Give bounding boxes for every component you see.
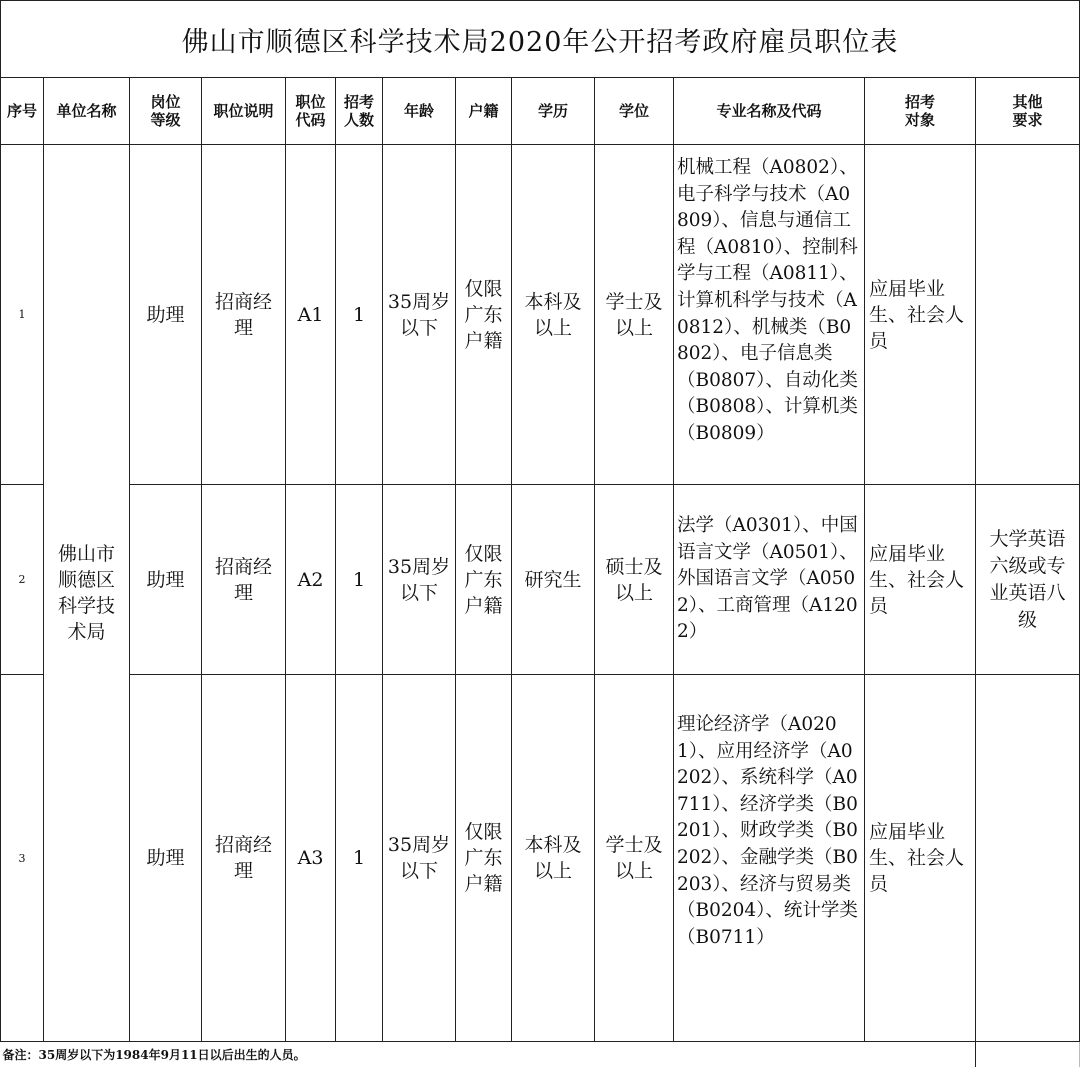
cell-code: A3 bbox=[286, 675, 336, 1042]
cell-age: 35周岁以下 bbox=[383, 145, 456, 485]
cell-grade: 助理 bbox=[130, 145, 202, 485]
cell-grade: 助理 bbox=[130, 485, 202, 675]
cell-unit-name: 佛山市顺德区科学技术局 bbox=[44, 145, 130, 1042]
table-row bbox=[1, 485, 1080, 675]
cell-age: 35周岁以下 bbox=[383, 675, 456, 1042]
header-hukou: 户籍 bbox=[456, 78, 512, 145]
cell-desc: 招商经理 bbox=[202, 145, 286, 485]
header-unit: 单位名称 bbox=[44, 78, 130, 145]
footnote-blank-cell bbox=[976, 1042, 1080, 1068]
header-row bbox=[1, 78, 1080, 145]
cell-degree: 学士及以上 bbox=[595, 145, 674, 485]
header-desc: 职位说明 bbox=[202, 78, 286, 145]
cell-count: 1 bbox=[336, 485, 383, 675]
cell-seq: 2 bbox=[1, 485, 44, 675]
cell-target: 应届毕业生、社会人员 bbox=[865, 145, 976, 485]
header-education: 学历 bbox=[512, 78, 595, 145]
table-title: 佛山市顺德区科学技术局2020年公开招考政府雇员职位表 bbox=[1, 1, 1080, 78]
cell-other: 大学英语六级或专业英语八级 bbox=[976, 485, 1080, 675]
cell-hukou: 仅限广东户籍 bbox=[456, 485, 512, 675]
cell-major: 法学（A0301）、中国语言文学（A0501）、外国语言文学（A0502）、工商管理（A1202） bbox=[674, 485, 865, 675]
header-grade: 岗位 等级 bbox=[130, 78, 202, 145]
cell-major: 理论经济学（A0201）、应用经济学（A0202）、系统科学（A0711）、经济学类（B0201）、财政学类（B0202）、金融学类（B0203）、经济与贸易类（B0204）、统计学类（B0711） bbox=[674, 675, 865, 1042]
cell-degree: 学士及以上 bbox=[595, 675, 674, 1042]
footnote: 备注：35周岁以下为1984年9月11日以后出生的人员。 bbox=[1, 1042, 976, 1068]
cell-count: 1 bbox=[336, 145, 383, 485]
header-age: 年龄 bbox=[383, 78, 456, 145]
cell-hukou: 仅限广东户籍 bbox=[456, 675, 512, 1042]
table-row bbox=[1, 675, 1080, 1042]
cell-desc: 招商经理 bbox=[202, 675, 286, 1042]
cell-age: 35周岁以下 bbox=[383, 485, 456, 675]
cell-grade: 助理 bbox=[130, 675, 202, 1042]
cell-education: 研究生 bbox=[512, 485, 595, 675]
cell-seq: 3 bbox=[1, 675, 44, 1042]
header-count: 招考 人数 bbox=[336, 78, 383, 145]
header-major: 专业名称及代码 bbox=[674, 78, 865, 145]
cell-target: 应届毕业生、社会人员 bbox=[865, 485, 976, 675]
cell-target: 应届毕业生、社会人员 bbox=[865, 675, 976, 1042]
table-row bbox=[1, 145, 1080, 485]
cell-major: 机械工程（A0802）、电子科学与技术（A0809）、信息与通信工程（A0810）、控制科学与工程（A0811）、计算机科学与技术（A0812）、机械类（B0802）、电子信息类（B0807）、自动化类（B0808）、计算机类（B0809） bbox=[674, 145, 865, 485]
header-target: 招考 对象 bbox=[865, 78, 976, 145]
cell-degree: 硕士及以上 bbox=[595, 485, 674, 675]
cell-desc: 招商经理 bbox=[202, 485, 286, 675]
cell-education: 本科及以上 bbox=[512, 145, 595, 485]
header-seq: 序号 bbox=[1, 78, 44, 145]
cell-seq: 1 bbox=[1, 145, 44, 485]
cell-other bbox=[976, 145, 1080, 485]
cell-other bbox=[976, 675, 1080, 1042]
header-degree: 学位 bbox=[595, 78, 674, 145]
cell-hukou: 仅限广东户籍 bbox=[456, 145, 512, 485]
cell-count: 1 bbox=[336, 675, 383, 1042]
cell-code: A2 bbox=[286, 485, 336, 675]
header-code: 职位 代码 bbox=[286, 78, 336, 145]
cell-code: A1 bbox=[286, 145, 336, 485]
cell-education: 本科及以上 bbox=[512, 675, 595, 1042]
header-other: 其他 要求 bbox=[976, 78, 1080, 145]
